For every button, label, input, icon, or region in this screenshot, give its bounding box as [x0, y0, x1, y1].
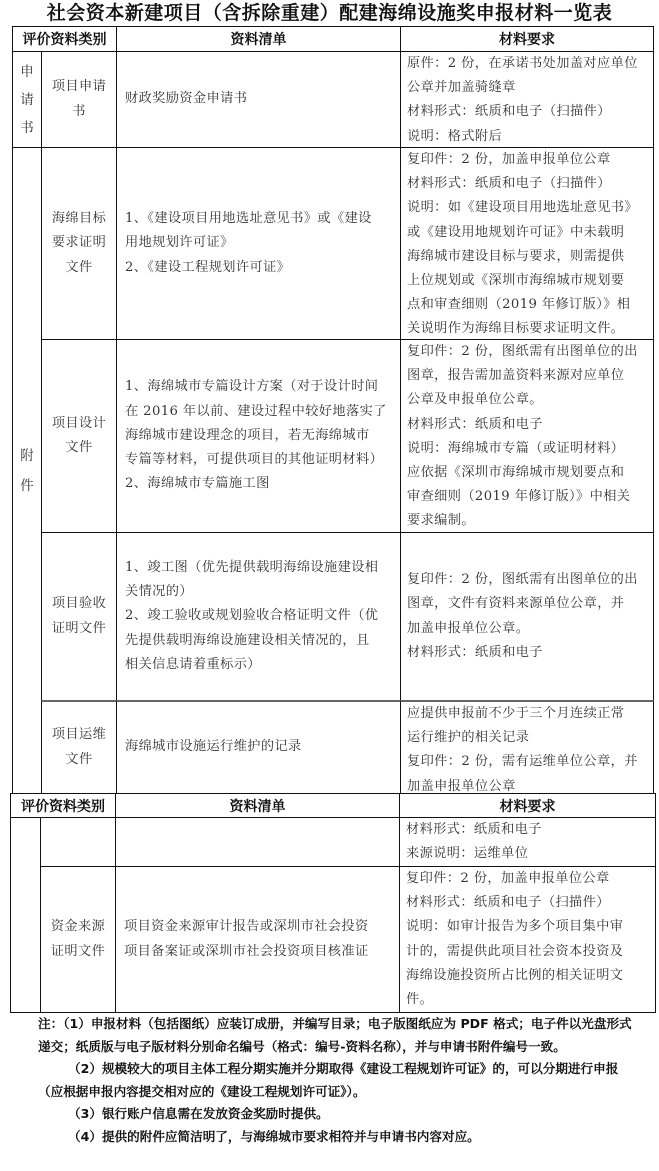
header-category-label: 评价资料类别	[21, 798, 105, 815]
note-3: （3）银行账户信息需在发放资金奖励时提供。	[68, 1106, 329, 1122]
note-2: （2）规模较大的项目主体工程分期实施并分期取得《建设工程规划许可证》的，可以分期进行申报（应根据申报内容提交相对应的《建设工程规划许可证》）。	[38, 1061, 619, 1099]
requirement-line: 应提供申报前不少于三个月连续正常	[407, 706, 625, 721]
note-1: 注：（1）申报材料（包括图纸）应装订成册，并编写目录；电子版图纸应为 PDF 格式；电子件以光盘形式递交；纸质版与电子版材料分别命名编号（格式：编号-资料名称），并与申请书附件编号一致。	[38, 1016, 632, 1054]
requirement-line: 说明：格式附后	[407, 128, 503, 144]
requirement-line: 材料形式：纸质和电子	[407, 416, 543, 432]
document-title: 社会资本新建项目（含拆除重建）配建海绵设施奖申报材料一览表	[46, 2, 613, 24]
requirement-line: 公章并加盖骑缝章	[407, 80, 516, 96]
requirement-line: 加盖申报单位公章。	[407, 620, 530, 636]
row-0-requirements	[400, 51, 654, 148]
row-4-list	[116, 700, 401, 794]
list-line: 用地规划许可证》	[125, 235, 234, 251]
list-line: 2、《建设工程规划许可证》	[125, 259, 291, 275]
header-requirements-label: 材料要求	[499, 798, 556, 815]
header-requirements-repeat	[399, 793, 656, 818]
requirement-line: 上位规划或《深圳市海绵城市规划要	[407, 273, 625, 289]
row-0-list	[116, 51, 401, 148]
list-line: 2、竣工验收或规划验收合格证明文件（优	[125, 608, 379, 624]
header-category-repeat	[10, 793, 116, 818]
header-list-repeat	[115, 793, 400, 818]
list-line: 专篇等材料，可提供项目的其他证明材料）	[125, 452, 384, 468]
row-2-subcategory	[41, 339, 117, 533]
requirement-line: 计的，需提供此项目社会资本投资及	[406, 943, 624, 959]
header-requirements	[400, 26, 654, 52]
requirement-line: 图章，文件有资料来源单位公章，并	[407, 596, 625, 612]
row-0-subcategory	[41, 51, 117, 148]
subcategory-line: 项目运维	[51, 727, 107, 743]
list-line: 在 2016 年以前、建设过程中较好地落实了	[125, 403, 387, 419]
subcategory-line: 书	[72, 103, 86, 119]
requirement-line: 加盖申报单位公章	[407, 778, 516, 794]
header-requirements-label: 材料要求	[499, 32, 555, 48]
row-1-subcategory	[41, 147, 117, 340]
list-line: 相关信息请着重标示）	[125, 656, 261, 672]
subcategory-line: 资金来源	[50, 919, 106, 935]
group-attachments-label	[20, 441, 34, 501]
requirement-line: 应依据《深圳市海绵城市规划要点和	[407, 465, 625, 481]
row-2-list	[116, 339, 401, 533]
subcategory-line: 证明文件	[50, 943, 106, 959]
row-4-subcategory	[41, 700, 117, 794]
subcategory-line: 文件	[65, 440, 93, 455]
row-5-subcategory	[40, 817, 116, 867]
requirement-line: 复印件：2 份，需有运维单位公章，并	[407, 754, 638, 770]
group-char: 书	[20, 119, 34, 136]
list-line: 海绵城市设施运行维护的记录	[125, 739, 302, 755]
header-list-label: 资料清单	[229, 798, 286, 815]
row-6-requirements	[399, 866, 656, 1013]
requirement-line: 原件：2 份，在承诺书处加盖对应单位	[407, 56, 638, 71]
group-application	[12, 51, 42, 148]
list-line: 关情况的）	[125, 584, 193, 600]
requirement-line: 审查细则（2019 年修订版）》中相关	[407, 489, 631, 505]
subcategory-line: 文件	[65, 259, 93, 275]
group-char: 件	[20, 477, 34, 494]
row-5-list	[115, 817, 400, 867]
requirement-line: 关说明作为海绵目标要求证明文件。	[407, 321, 625, 337]
requirement-line: 材料形式：纸质和电子（扫描件）	[406, 895, 610, 911]
subcategory-line: 项目验收	[51, 596, 107, 612]
notes-section	[38, 1013, 638, 1149]
subcategory-line: 项目设计	[51, 415, 107, 431]
subcategory-line: 证明文件	[51, 620, 107, 636]
requirement-line: 来源说明：运维单位	[406, 846, 529, 862]
list-line: 先提供载明海绵设施建设相关情况的，且	[125, 632, 370, 648]
requirement-line: 要求编制。	[407, 513, 475, 529]
list-line: 项目备案证或深圳市社会投资项目核准证	[124, 943, 369, 959]
requirement-line: 复印件：2 份，图纸需有出图单位的出	[407, 344, 638, 359]
header-list	[116, 26, 401, 52]
row-2-requirements	[400, 339, 654, 533]
requirement-line: 件。	[406, 992, 434, 1008]
row-3-requirements	[400, 532, 654, 701]
requirement-line: 运行维护的相关记录	[407, 730, 530, 746]
requirement-line: 复印件：2 份，加盖申报单位公章	[407, 152, 611, 167]
row-4-requirements	[400, 700, 654, 794]
group-char: 附	[20, 447, 34, 464]
requirement-line: 材料形式：纸质和电子（扫描件）	[407, 176, 611, 192]
group-char: 申	[20, 63, 34, 80]
requirement-line: 点和审查细则（2019 年修订版）》相	[407, 297, 631, 313]
header-list-label: 资料清单	[230, 32, 287, 48]
requirement-line: 说明：如审计报告为多个项目集中审	[406, 919, 624, 935]
requirement-line: 或《建设用地规划许可证》中未载明	[407, 224, 625, 240]
list-line: 1、竣工图（优先提供载明海绵设施建设相	[125, 559, 379, 575]
subcategory-line: 项目申请	[51, 79, 107, 95]
subcategory-line: 文件	[65, 751, 93, 767]
requirement-line: 图章，报告需加盖资料来源对应单位	[407, 368, 625, 384]
row-6-list	[115, 866, 400, 1013]
group-attachments	[12, 147, 42, 794]
list-line: 1、海绵城市专篇设计方案（对于设计时间	[125, 379, 379, 395]
requirement-line: 材料形式：纸质和电子	[407, 644, 543, 660]
requirement-line: 海绵设施投资所占比例的相关证明文	[406, 967, 624, 983]
list-line: 1、《建设项目用地选址意见书》或《建设	[125, 211, 372, 227]
requirement-line: 公章及申报单位公章。	[407, 392, 543, 408]
requirement-line: 材料形式：纸质和电子（扫描件）	[407, 104, 611, 120]
requirement-line: 材料形式：纸质和电子	[406, 822, 542, 837]
requirement-line: 复印件：2 份，图纸需有出图单位的出	[407, 572, 638, 588]
row-6-subcategory	[40, 866, 116, 1013]
requirement-line: 海绵城市建设目标与要求，则需提供	[407, 248, 625, 264]
row-1-requirements	[400, 147, 654, 340]
group-char: 请	[20, 91, 34, 108]
header-category	[12, 26, 117, 52]
row-3-list	[116, 532, 401, 701]
row-1-list	[116, 147, 401, 340]
header-category-label: 评价资料类别	[22, 32, 107, 48]
list-line: 项目资金来源审计报告或深圳市社会投资	[124, 919, 369, 935]
list-line: 海绵城市建设理念的项目，若无海绵城市	[125, 427, 370, 443]
group-application-label	[20, 58, 34, 142]
list-line: 2、海绵城市专篇施工图	[125, 476, 270, 492]
list-line: 财政奖励资金申请书	[125, 91, 248, 107]
requirement-line: 说明：如《建设项目用地选址意见书》	[407, 200, 638, 216]
group-attachments-continued	[10, 817, 41, 1013]
note-4: （4）提供的附件应简洁明了，与海绵城市要求相符并与申请书内容对应。	[68, 1128, 480, 1144]
subcategory-line: 要求证明	[51, 235, 107, 251]
requirement-line: 说明：海绵城市专篇（或证明材料）	[407, 440, 625, 456]
row-5-requirements	[399, 817, 656, 867]
row-3-subcategory	[41, 532, 117, 701]
subcategory-line: 海绵目标	[51, 211, 107, 227]
requirement-line: 复印件：2 份，加盖申报单位公章	[406, 871, 610, 886]
